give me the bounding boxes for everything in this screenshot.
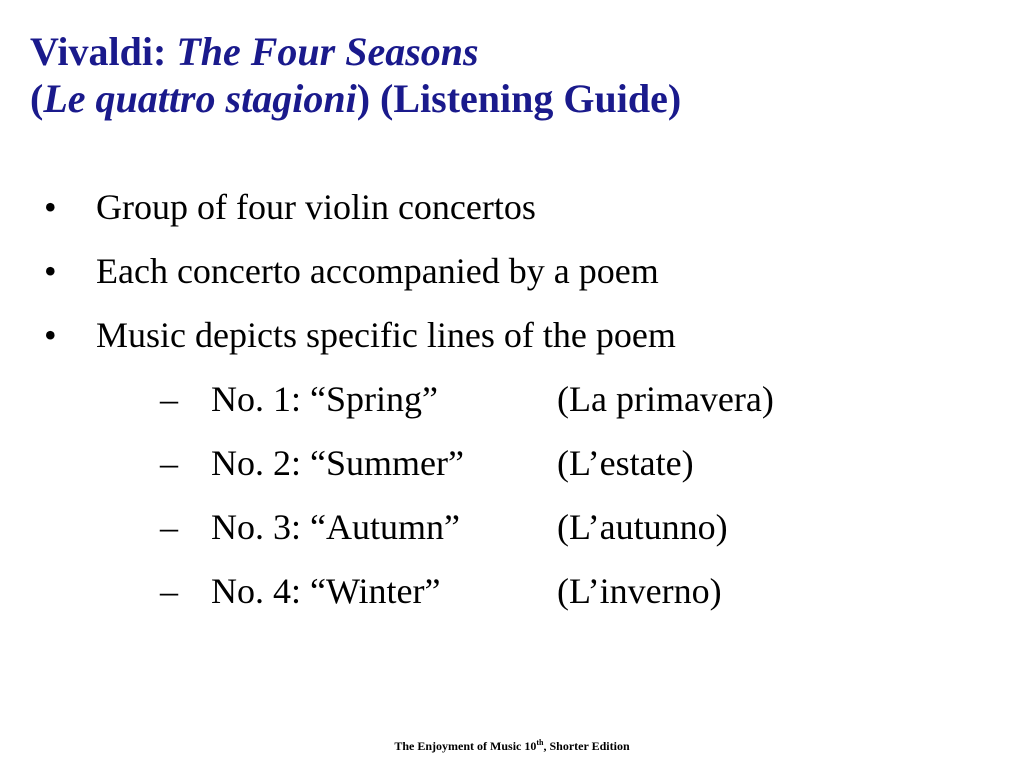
title-work: The Four Seasons — [176, 29, 479, 74]
bullet-item — [0, 183, 1024, 247]
concerto-italian-name: (La primavera) — [557, 379, 774, 419]
concerto-label: No. 4: “Winter” — [211, 571, 441, 611]
concerto-item-spring — [0, 375, 1024, 439]
concerto-label: No. 2: “Summer” — [211, 443, 464, 483]
footer-superscript: th — [536, 738, 544, 747]
bullet-list — [0, 183, 1024, 631]
concerto-item-winter — [0, 567, 1024, 631]
title-composer: Vivaldi: — [30, 29, 177, 74]
title-line-1 — [30, 28, 1010, 75]
concerto-item-autumn — [0, 503, 1024, 567]
title-italian-name: Le quattro stagioni — [43, 76, 357, 121]
footer-source — [0, 738, 1024, 754]
bullet-item — [0, 311, 1024, 375]
concerto-item-summer — [0, 439, 1024, 503]
sub-bullet-dash: – — [160, 571, 178, 611]
bullet-text: Each concerto accompanied by a poem — [96, 251, 659, 291]
bullet-text: Group of four violin concertos — [96, 187, 536, 227]
bullet-item — [0, 247, 1024, 311]
concerto-italian-name: (L’autunno) — [557, 507, 728, 547]
slide-title — [30, 28, 1010, 122]
bullet-marker: • — [44, 315, 57, 355]
sub-bullet-dash: – — [160, 443, 178, 483]
title-guide: ) (Listening Guide) — [356, 76, 682, 121]
title-line-2 — [30, 75, 1010, 122]
concerto-label: No. 1: “Spring” — [211, 379, 438, 419]
title-open-paren: ( — [30, 76, 44, 121]
footer-edition: , Shorter Edition — [543, 739, 630, 753]
concerto-italian-name: (L’estate) — [557, 443, 694, 483]
bullet-text: Music depicts specific lines of the poem — [96, 315, 676, 355]
bullet-marker: • — [44, 187, 57, 227]
bullet-marker: • — [44, 251, 57, 291]
sub-bullet-dash: – — [160, 507, 178, 547]
sub-bullet-dash: – — [160, 379, 178, 419]
concerto-italian-name: (L’inverno) — [557, 571, 722, 611]
footer-title: The Enjoyment of Music 10 — [394, 739, 537, 753]
concerto-label: No. 3: “Autumn” — [211, 507, 460, 547]
